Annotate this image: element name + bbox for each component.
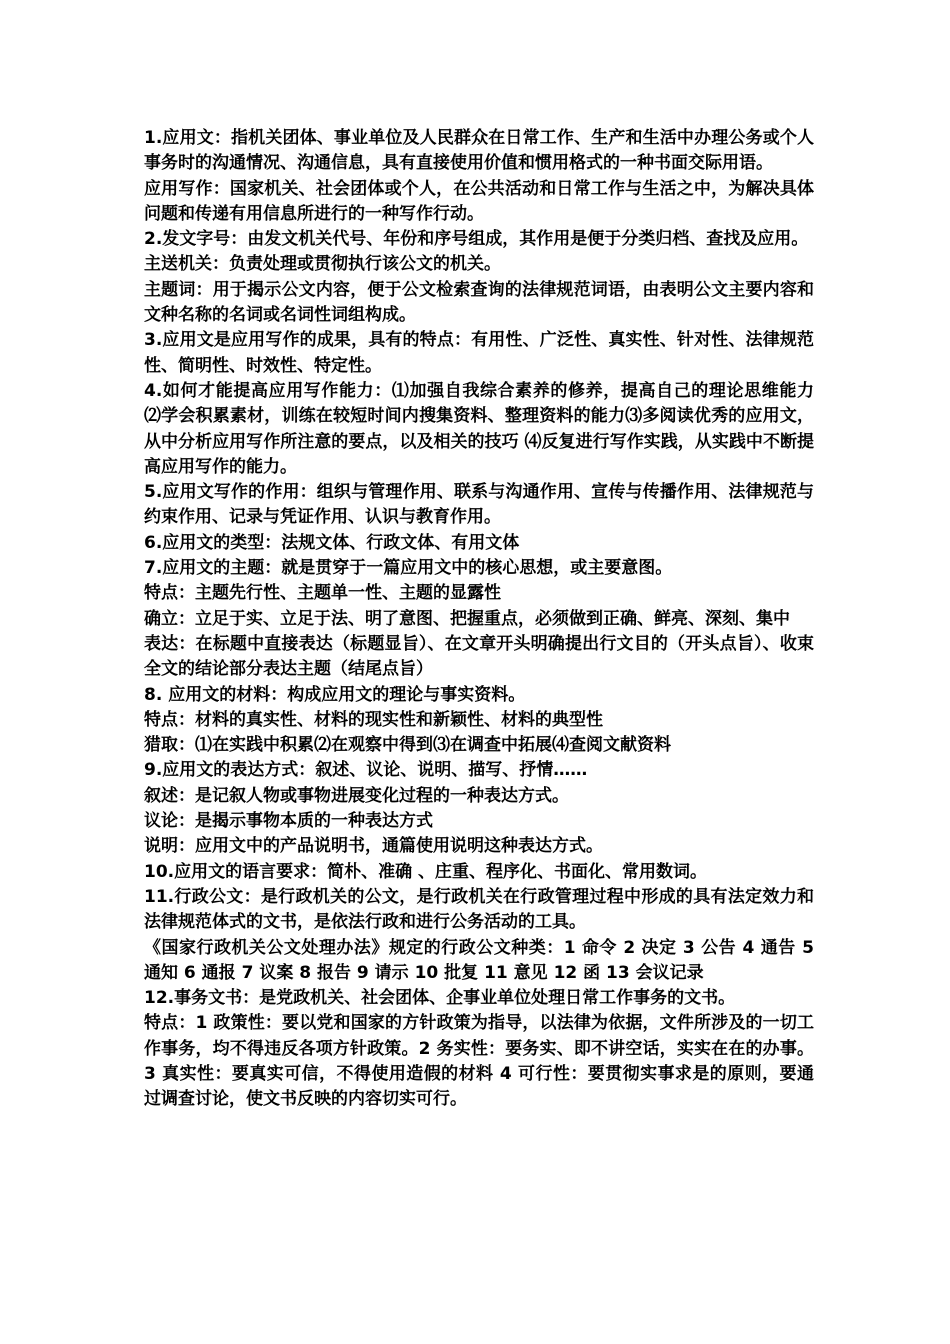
paragraph-23-document-types: 《国家行政机关公文处理办法》规定的行政公文种类：1 命令 2 决定 3 公告 4 通告 5 通知 6 通报 7 议案 8 报告 9 请示 10 批复 11 意见 12 函 13 会议记录 [144, 937, 814, 983]
paragraph-20-explanation: 说明：应用文中的产品说明书，通篇使用说明这种表达方式。 [144, 836, 603, 857]
paragraph-17-expression-methods: 9.应用文的表达方式：叙述、议论、说明、描写、抒情…… [144, 760, 588, 781]
paragraph-16-material-acquisition: 猎取：⑴在实践中积累⑵在观察中得到⑶在调查中拓展⑷查阅文献资料 [144, 735, 671, 756]
paragraph-25-affairs-features: 特点：1 政策性：要以党和国家的方针政策为指导，以法律为依据，文件所涉及的一切工作事务，均不得违反各项方针政策。2 务实性：要务实、即不讲空话，实实在在的办事。3 真实性：要真实可信，不得使用造假的材料 4 可行性：要贯彻实事求是的原则，要通过调查讨论，使文书反映的内容切实可行。 [144, 1013, 814, 1110]
paragraph-5-subject-words: 主题词：用于揭示公文内容，便于公文检索查询的法律规范词语，由表明公文主要内容和文种名称的名词或名词性词组构成。 [144, 279, 814, 326]
paragraph-24-affairs-documents: 12.事务文书：是党政机关、社会团体、企事业单位处理日常工作事务的文书。 [144, 988, 736, 1009]
paragraph-2-applied-writing-process: 应用写作：国家机关、社会团体或个人，在公共活动和日常工作与生活之中，为解决具体问题和传递有用信息所进行的一种写作行动。 [144, 178, 814, 224]
paragraph-6-characteristics: 3.应用文是应用写作的成果，具有的特点：有用性、广泛性、真实性、针对性、法律规范性、简明性、时效性、特定性。 [144, 330, 814, 376]
paragraph-19-argument: 议论：是揭示事物本质的一种表达方式 [144, 811, 433, 832]
paragraph-22-administrative-documents: 11.行政公文：是行政机关的公文，是行政机关在行政管理过程中形成的具有法定效力和法律规范体式的文书，是依法行政和进行公务活动的工具。 [144, 886, 814, 933]
paragraph-10-theme: 7.应用文的主题：就是贯穿于一篇应用文中的核心思想，或主要意图。 [144, 558, 673, 579]
paragraph-9-types: 6.应用文的类型：法规文体、行政文体、有用文体 [144, 532, 520, 553]
paragraph-15-material-features: 特点：材料的真实性、材料的现实性和新颖性、材料的典型性 [144, 709, 603, 730]
paragraph-11-theme-features: 特点：主题先行性、主题单一性、主题的显露性 [144, 583, 501, 604]
document-page [144, 126, 814, 1113]
paragraph-21-language-requirements: 10.应用文的语言要求：简朴、准确 、庄重、程序化、书面化、常用数词。 [144, 861, 708, 882]
paragraph-1-applied-writing-definition: 1.应用文：指机关团体、事业单位及人民群众在日常工作、生产和生活中办理公务或个人事务时的沟通情况、沟通信息，具有直接使用价值和惯用格式的一种书面交际用语。 [144, 128, 814, 174]
paragraph-14-materials: 8. 应用文的材料：构成应用文的理论与事实资料。 [144, 684, 526, 705]
paragraph-3-document-number: 2.发文字号：由发文机关代号、年份和序号组成，其作用是便于分类归档、查找及应用。 [144, 229, 809, 250]
paragraph-12-theme-establish: 确立：立足于实、立足于法、明了意图、把握重点，必须做到正确、鲜亮、深刻、集中 [144, 608, 790, 629]
paragraph-4-main-recipient: 主送机关：负责处理或贯彻执行该公文的机关。 [144, 254, 501, 275]
paragraph-13-theme-expression: 表达：在标题中直接表达（标题显旨）、在文章开头明确提出行文目的（开头点旨）、收束全文的结论部分表达主题（结尾点旨） [144, 633, 814, 680]
paragraph-7-improve-ability: 4.如何才能提高应用写作能力：⑴加强自我综合素养的修养，提高自己的理论思维能力 ⑵学会积累素材，训练在较短时间内搜集资料、整理资料的能力⑶多阅读优秀的应用文，从中分析应用写作所注意的要点，以及相关的技巧 ⑷反复进行写作实践，从实践中不断提高应用写作的能力。 [144, 380, 814, 477]
paragraph-8-functions: 5.应用文写作的作用：组织与管理作用、联系与沟通作用、宣传与传播作用、法律规范与约束作用、记录与凭证作用、认识与教育作用。 [144, 482, 814, 528]
paragraph-18-narration: 叙述：是记叙人物或事物进展变化过程的一种表达方式。 [144, 785, 569, 806]
